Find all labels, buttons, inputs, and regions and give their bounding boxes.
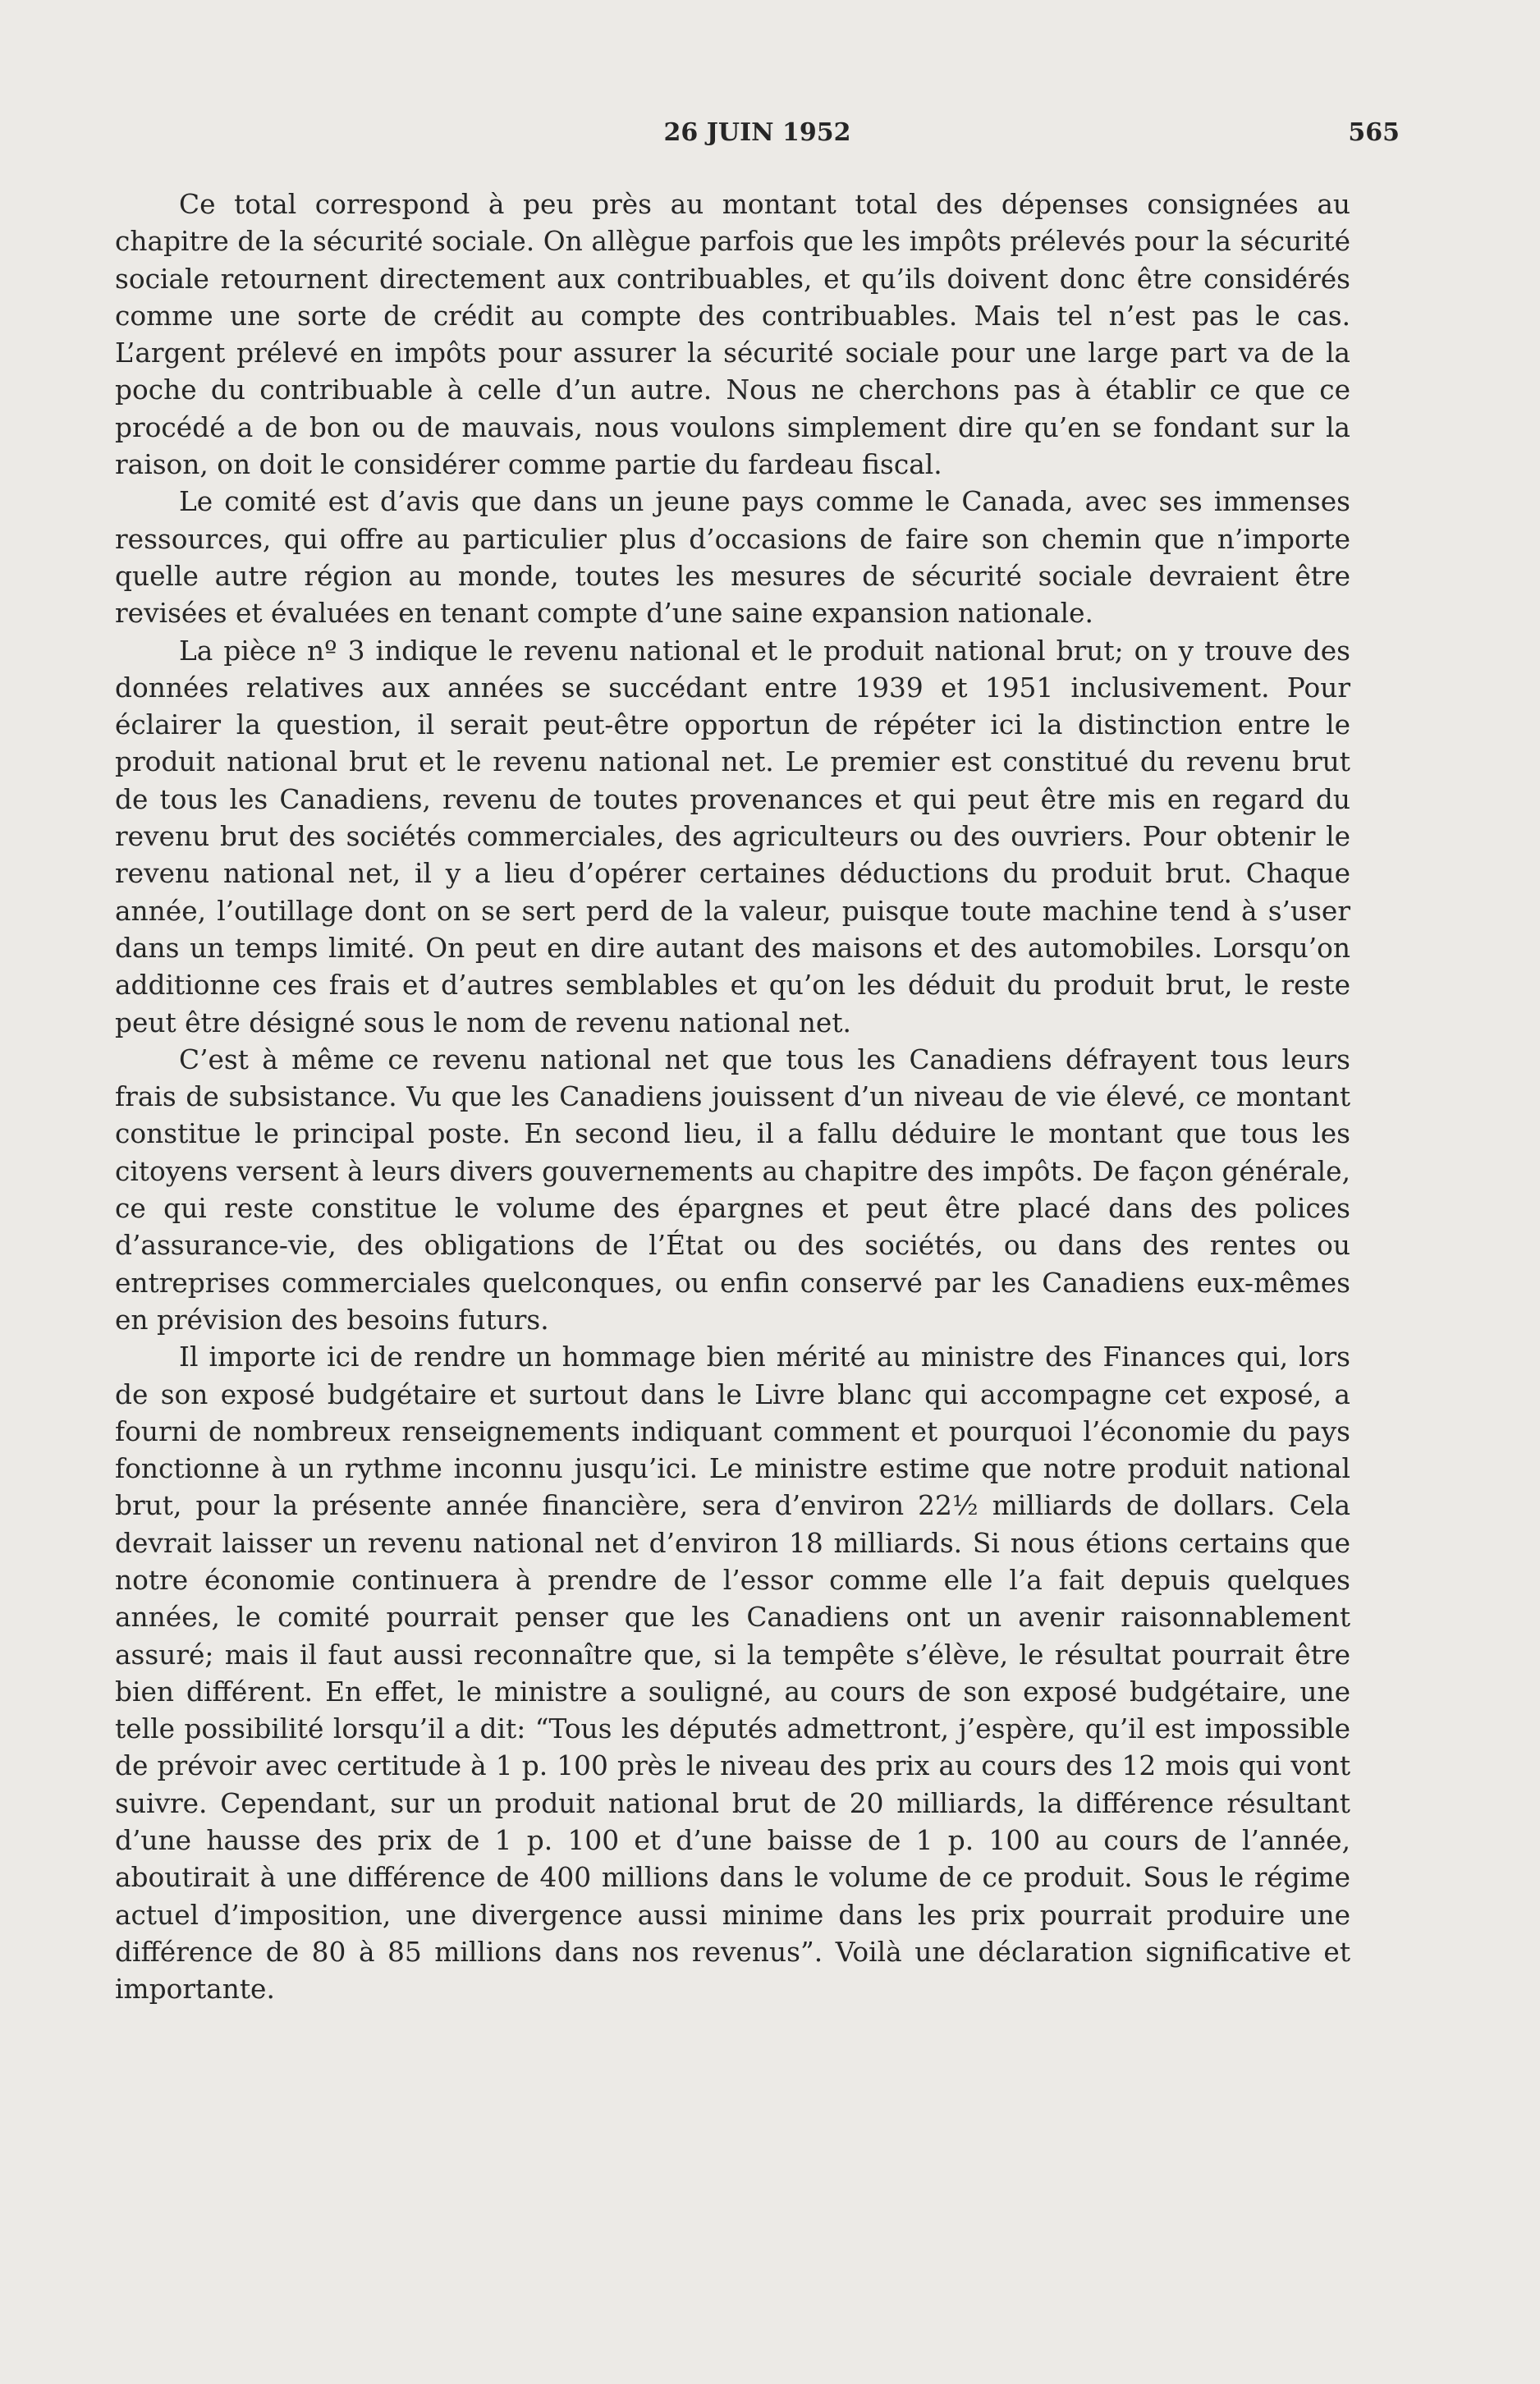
page-header (115, 115, 1400, 156)
paragraph-net-national-income: C’est à même ce revenu national net que tous les Canadiens défrayent tous leurs frais de subsistance. Vu que les Canadiens jouissent d’un niveau de vie élevé, ce montant constitue le principal poste. En second lieu, il a fallu déduire le montant que tous les citoyens versent à leurs divers gouvernements au chapitre des impôts. De façon générale, ce qui reste constitue le volume des épargnes et peut être placé dans des polices d’assurance-vie, des obligations de l’État ou des sociétés, ou dans des rentes ou entreprises commerciales quelconques, ou enfin conservé par les Canadiens eux-mêmes en prévision des besoins futurs. (115, 1043, 1350, 1336)
paragraph-national-income: La pièce nº 3 indique le revenu national et le produit national brut; on y trouve des données relatives aux années se succédant entre 1939 et 1951 inclusivement. Pour éclairer la question, il serait peut-être opportun de répéter ici la distinction entre le produit national brut et le revenu national net. Le premier est constitué du revenu brut de tous les Canadiens, revenu de toutes provenances et qui peut être mis en regard du revenu brut des sociétés commerciales, des agriculteurs ou des ouvriers. Pour obtenir le revenu national net, il y a lieu d’opérer certaines déductions du produit brut. Chaque année, l’outillage dont on se sert perd de la valeur, puisque toute machine tend à s’user dans un temps limité. On peut en dire autant des maisons et des automobiles. Lorsqu’on additionne ces frais et d’autres semblables et qu’on les déduit du produit brut, le reste peut être désigné sous le nom de revenu national net. (115, 635, 1350, 1038)
header-date: 26 JUIN 1952 (663, 118, 851, 147)
paragraph-committee-opinion: Le comité est d’avis que dans un jeune pays comme le Canada, avec ses immenses ressources, qui offre au particulier plus d’occasions de faire son chemin que n’importe quelle autre région au monde, toutes les mesures de sécurité sociale devraient être revisées et évaluées en tenant compte d’une saine expansion nationale. (115, 486, 1350, 630)
page-number: 565 (1348, 118, 1400, 147)
paragraph-social-security-total: Ce total correspond à peu près au montant total des dépenses consignées au chapitre de la sécurité sociale. On allègue parfois que les impôts prélevés pour la sécurité sociale retournent directement aux contribuables, et qu’ils doivent donc être considérés comme une sorte de crédit au compte des contribuables. Mais tel n’est pas le cas. L’argent prélevé en impôts pour assurer la sécurité sociale pour une large part va de la poche du contribuable à celle d’un autre. Nous ne cherchons pas à établir ce que ce procédé a de bon ou de mauvais, nous voulons simplement dire qu’en se fondant sur la raison, on doit le considérer comme partie du fardeau fiscal. (115, 189, 1350, 481)
body-text (115, 186, 1350, 2009)
paragraph-finance-minister: Il importe ici de rendre un hommage bien mérité au ministre des Finances qui, lors de son exposé budgétaire et surtout dans le Livre blanc qui accompagne cet exposé, a fourni de nombreux renseignements indiquant comment et pourquoi l’économie du pays fonctionne à un rythme inconnu jusqu’ici. Le ministre estime que notre produit national brut, pour la présente année financière, sera d’environ 22½ milliards de dollars. Cela devrait laisser un revenu national net d’environ 18 milliards. Si nous étions certains que notre économie continuera à prendre de l’essor comme elle l’a fait depuis quelques années, le comité pourrait penser que les Canadiens ont un avenir raisonnablement assuré; mais il faut aussi reconnaître que, si la tempête s’élève, le résultat pourrait être bien différent. En effet, le ministre a souligné, au cours de son exposé budgétaire, une telle possibilité lorsqu’il a dit: “Tous les députés admettront, j’espère, qu’il est impossible de prévoir avec certitude à 1 p. 100 près le niveau des prix au cours des 12 mois qui vont suivre. Cependant, sur un produit national brut de 20 milliards, la différence résultant d’une hausse des prix de 1 p. 100 et d’une baisse de 1 p. 100 au cours de l’année, aboutirait à une différence de 400 millions dans le volume de ce produit. Sous le régime actuel d’imposition, une divergence aussi minime dans les prix pourrait produire une différence de 80 à 85 millions dans nos revenus”. Voilà une déclaration significative et importante. (115, 1341, 1350, 2006)
